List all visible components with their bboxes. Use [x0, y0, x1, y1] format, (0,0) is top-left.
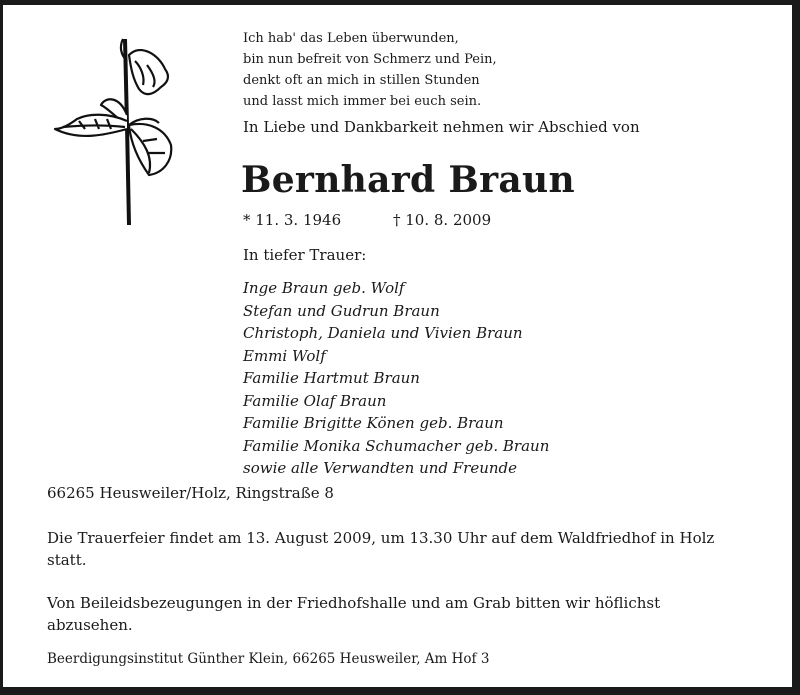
mourner: Familie Brigitte Könen geb. Braun: [243, 414, 504, 432]
mourner: Familie Monika Schumacher geb. Braun: [243, 436, 550, 455]
death-date: † 10. 8. 2009: [393, 211, 492, 229]
mourner: Emmi Wolf: [243, 346, 326, 365]
condolences-line: abzusehen.: [47, 616, 133, 634]
address: 66265 Heusweiler/Holz, Ringstraße 8: [47, 484, 334, 502]
rose-icon: [49, 25, 189, 235]
poem-line: bin nun befreit von Schmerz und Pein,: [243, 52, 497, 67]
condolences-info: [47, 592, 660, 636]
condolences-line: Von Beileidsbezeugungen in der Friedhofshalle und am Grab bitten wir höflichst: [47, 594, 661, 612]
birth-date: * 11. 3. 1946: [243, 211, 342, 229]
mourners-list: [243, 277, 549, 480]
poem-line: Ich hab' das Leben überwunden,: [243, 31, 459, 46]
poem: [243, 28, 497, 112]
mourner: sowie alle Verwandten und Freunde: [243, 459, 518, 477]
poem-line: denkt oft an mich in stillen Stunden: [243, 73, 480, 88]
funeral-home: Beerdigungsinstitut Günther Klein, 66265 Heusweiler, Am Hof 3: [47, 651, 490, 667]
mourner: Stefan und Gudrun Braun: [243, 301, 440, 320]
ceremony-info: [47, 527, 714, 571]
mourning-label: In tiefer Trauer:: [243, 246, 367, 264]
obituary-notice: [3, 5, 792, 687]
deceased-name: Bernhard Braun: [241, 159, 575, 201]
mourner: Inge Braun geb. Wolf: [243, 279, 405, 297]
farewell-intro: In Liebe und Dankbarkeit nehmen wir Abschied von: [243, 118, 640, 136]
ceremony-line: Die Trauerfeier findet am 13. August 2009, um 13.30 Uhr auf dem Waldfriedhof in Holz: [47, 529, 715, 547]
poem-line: und lasst mich immer bei euch sein.: [243, 94, 482, 109]
mourner: Familie Olaf Braun: [243, 391, 387, 410]
mourner: Familie Hartmut Braun: [243, 369, 420, 387]
ceremony-line: statt.: [47, 551, 87, 569]
mourner: Christoph, Daniela und Vivien Braun: [243, 324, 523, 342]
